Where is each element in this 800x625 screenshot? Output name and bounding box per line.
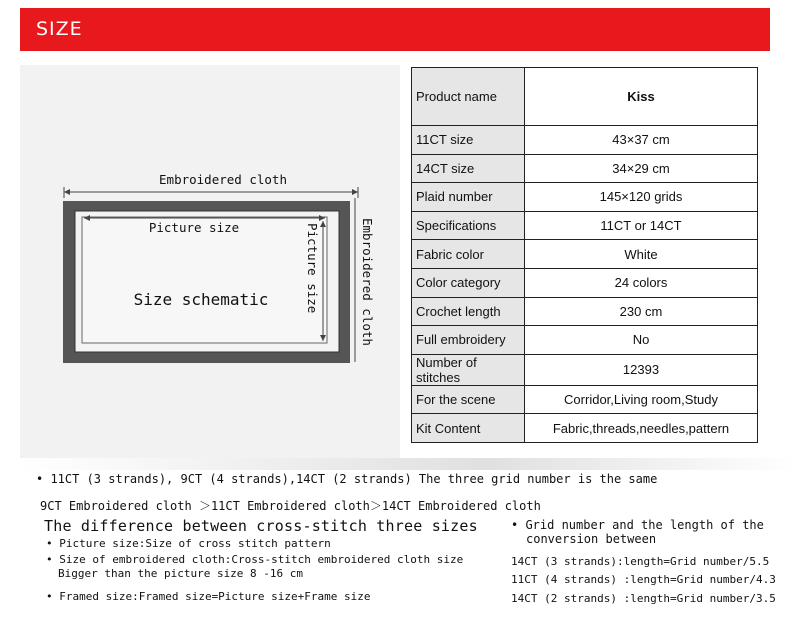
picture-size-label: Picture size [148,220,240,235]
spec-row [412,326,758,355]
spec-label: For the scene [412,385,525,414]
cloth-size-definition-cont: Bigger than the picture size 8 -16 cm [58,567,304,580]
size-schematic-diagram [20,65,400,460]
spec-label: 11CT size [412,126,525,155]
spec-label: Plaid number [412,183,525,212]
conversion-11ct-4: 11CT (4 strands) :length=Grid number/4.3 [511,573,776,586]
picture-area [82,217,327,343]
spec-row [412,414,758,443]
spec-value: 12393 [525,354,758,385]
conversion-14ct-2: 14CT (2 strands) :length=Grid number/3.5 [511,592,776,605]
spec-value: Fabric,threads,needles,pattern [525,414,758,443]
picture-size-vertical-label: Picture size [305,223,320,314]
conversion-heading-cont: conversion between [526,532,657,546]
spec-label: Color category [412,268,525,297]
spec-row [412,126,758,155]
spec-value: Kiss [525,68,758,126]
size-banner [20,8,770,51]
spec-row [412,385,758,414]
product-spec-table [411,67,758,443]
spec-row [412,154,758,183]
spec-value: White [525,240,758,269]
spec-row [412,297,758,326]
conversion-14ct-3: 14CT (3 strands):length=Grid number/5.5 [511,555,770,568]
size-schematic-label: Size schematic [133,290,269,309]
spec-row [412,211,758,240]
spec-row [412,268,758,297]
spec-label: Fabric color [412,240,525,269]
cloth-size-definition: • Size of embroidered cloth:Cross-stitch embroidered cloth size [46,553,464,566]
spec-value: 34×29 cm [525,154,758,183]
spec-label: Kit Content [412,414,525,443]
spec-row [412,354,758,385]
spec-value: 24 colors [525,268,758,297]
spec-row [412,183,758,212]
embroidered-cloth-vertical-label: Embroidered cloth [360,218,375,346]
embroidered-cloth-label: Embroidered cloth [159,172,287,187]
framed-size-definition: • Framed size:Framed size=Picture size+Frame size [46,590,371,603]
spec-label: Product name [412,68,525,126]
cloth-comparison-note: 9CT Embroidered cloth ＞11CT Embroidered cloth＞14CT Embroidered cloth [40,499,541,513]
spec-value: Corridor,Living room,Study [525,385,758,414]
spec-value: 230 cm [525,297,758,326]
spec-label: Crochet length [412,297,525,326]
strands-note: • 11CT (3 strands), 9CT (4 strands),14CT (2 strands) The three grid number is the same [36,472,658,486]
spec-value: 11CT or 14CT [525,211,758,240]
picture-size-definition: • Picture size:Size of cross stitch pattern [46,537,331,550]
banner-title: SIZE [36,18,83,40]
embroidered-cloth-arrow [64,187,358,198]
spec-value: 145×120 grids [525,183,758,212]
spec-label: Specifications [412,211,525,240]
spec-value: 43×37 cm [525,126,758,155]
spec-value: No [525,326,758,355]
conversion-heading: • Grid number and the length of the [511,518,764,532]
spec-label: 14CT size [412,154,525,183]
spec-row [412,68,758,126]
spec-label: Number of stitches [412,354,525,385]
divider-bar [20,458,800,470]
difference-heading: The difference between cross-stitch three sizes [44,517,478,535]
spec-label: Full embroidery [412,326,525,355]
spec-row [412,240,758,269]
size-schematic-panel [20,65,400,460]
